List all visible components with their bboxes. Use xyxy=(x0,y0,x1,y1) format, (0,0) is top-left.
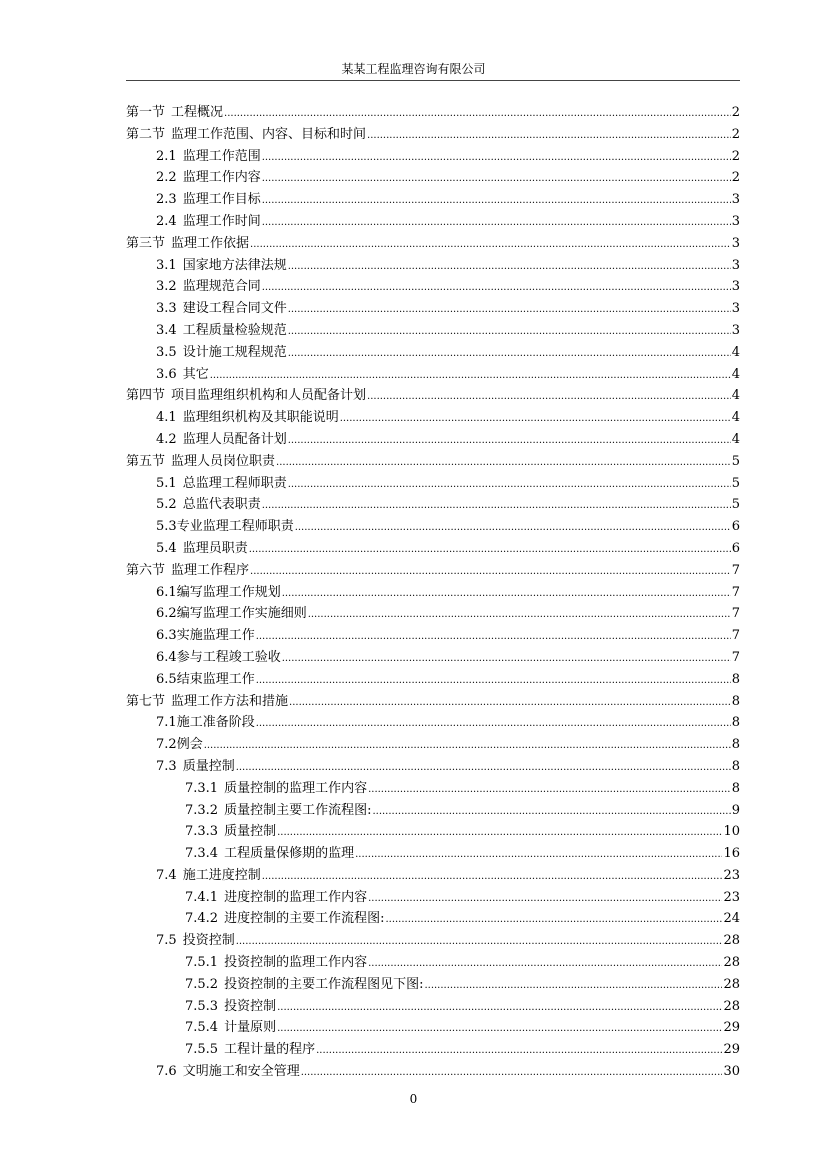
toc-leader-dots xyxy=(262,211,731,234)
toc-entry-number: 7.2 xyxy=(156,737,177,753)
toc-entry-number: 7.5.3 xyxy=(185,998,219,1014)
toc-entry-page: 4 xyxy=(731,388,740,404)
toc-leader-dots xyxy=(277,996,722,1019)
toc-leader-dots xyxy=(288,255,731,278)
toc-leader-dots xyxy=(367,385,731,408)
toc-entry-title: 文明施工和安全管理 xyxy=(182,1064,300,1080)
toc-entry[interactable] xyxy=(126,211,740,233)
toc-entry-title: 工程质量检验规范 xyxy=(182,322,287,338)
toc-entry-page: 7 xyxy=(731,628,740,644)
toc-entry-title: 监理人员岗位职责 xyxy=(171,453,276,469)
toc-entry-page: 23 xyxy=(723,889,740,905)
toc-entry-page: 28 xyxy=(723,933,740,949)
toc-entry-page: 6 xyxy=(731,519,740,535)
toc-entry[interactable] xyxy=(126,647,740,669)
toc-entry[interactable] xyxy=(126,952,740,974)
toc-leader-dots xyxy=(262,865,723,888)
toc-leader-dots xyxy=(288,429,731,452)
toc-entry-title: 编写监理工作规划 xyxy=(176,584,281,600)
toc-leader-dots xyxy=(277,1017,722,1040)
toc-entry-number: 7.5.5 xyxy=(185,1042,219,1058)
toc-leader-dots xyxy=(224,102,731,125)
toc-entry-title: 监理工作范围 xyxy=(182,148,261,164)
toc-entry-title: 编写监理工作实施细则 xyxy=(176,606,307,622)
toc-entry-title: 投资控制 xyxy=(182,933,235,949)
toc-entry-title: 建设工程合同文件 xyxy=(182,301,287,317)
table-of-contents xyxy=(126,102,740,1083)
toc-leader-dots xyxy=(262,189,731,212)
toc-entry-title: 设计施工规程规范 xyxy=(182,344,287,360)
toc-entry-number: 7.5 xyxy=(156,933,177,949)
toc-entry[interactable] xyxy=(126,538,740,560)
toc-entry[interactable] xyxy=(126,1061,740,1083)
toc-leader-dots xyxy=(385,908,722,931)
toc-entry-title: 国家地方法律法规 xyxy=(182,257,287,273)
toc-leader-dots xyxy=(262,276,731,299)
toc-leader-dots xyxy=(236,930,723,953)
toc-leader-dots xyxy=(249,538,731,561)
toc-entry-page: 2 xyxy=(731,126,740,142)
toc-entry-number: 6.1 xyxy=(156,584,177,600)
toc-entry[interactable] xyxy=(126,1017,740,1039)
toc-entry-title: 监理工作依据 xyxy=(171,235,250,251)
toc-entry-number: 第六节 xyxy=(126,562,166,578)
toc-entry-page: 28 xyxy=(723,998,740,1014)
toc-leader-dots xyxy=(301,1061,723,1084)
header-divider xyxy=(126,80,740,81)
toc-entry[interactable] xyxy=(126,560,740,582)
toc-entry-title: 总监代表职责 xyxy=(182,497,261,513)
toc-entry-number: 5.4 xyxy=(156,540,177,556)
toc-entry[interactable] xyxy=(126,669,740,691)
toc-leader-dots xyxy=(256,625,731,648)
toc-entry[interactable] xyxy=(126,603,740,625)
toc-entry[interactable] xyxy=(126,625,740,647)
toc-entry-title: 监理工作目标 xyxy=(182,192,261,208)
toc-entry[interactable] xyxy=(126,407,740,429)
toc-entry[interactable] xyxy=(126,865,740,887)
toc-entry-page: 3 xyxy=(731,322,740,338)
toc-entry-title: 工程概况 xyxy=(171,105,224,120)
toc-entry-number: 第五节 xyxy=(126,453,166,469)
toc-entry[interactable] xyxy=(126,429,740,451)
toc-entry-page: 7 xyxy=(731,584,740,600)
toc-entry[interactable] xyxy=(126,124,740,146)
toc-entry-page: 30 xyxy=(723,1064,740,1080)
toc-entry-title: 专业监理工程师职责 xyxy=(176,519,294,535)
toc-entry-title: 其它 xyxy=(182,366,209,382)
toc-entry-title: 实施监理工作 xyxy=(176,628,255,644)
toc-entry-number: 7.1 xyxy=(156,715,177,731)
toc-entry-title: 结束监理工作 xyxy=(176,671,255,687)
toc-entry[interactable] xyxy=(126,276,740,298)
toc-entry[interactable] xyxy=(126,102,740,124)
toc-entry-number: 2.3 xyxy=(156,192,177,208)
toc-leader-dots xyxy=(288,342,731,365)
toc-entry-number: 第四节 xyxy=(126,388,166,404)
toc-entry[interactable] xyxy=(126,800,740,822)
toc-entry-title: 计量原则 xyxy=(224,1020,277,1036)
toc-leader-dots xyxy=(236,756,731,779)
toc-entry-title: 进度控制的监理工作内容 xyxy=(224,889,368,905)
toc-entry[interactable] xyxy=(126,342,740,364)
toc-entry-number: 第一节 xyxy=(126,105,166,120)
toc-entry-page: 24 xyxy=(723,911,740,927)
toc-entry[interactable] xyxy=(126,364,740,386)
toc-entry-title: 工程质量保修期的监理 xyxy=(224,846,355,862)
toc-entry-title: 监理人员配备计划 xyxy=(182,431,287,447)
toc-entry-number: 7.3.3 xyxy=(185,824,219,840)
toc-entry-page: 8 xyxy=(731,715,740,731)
toc-entry-number: 7.3.4 xyxy=(185,846,219,862)
toc-entry-page: 29 xyxy=(723,1020,740,1036)
toc-leader-dots xyxy=(295,516,731,539)
toc-entry-number: 7.5.2 xyxy=(185,976,219,992)
toc-entry-page: 3 xyxy=(731,257,740,273)
toc-leader-dots xyxy=(288,473,731,496)
toc-entry[interactable] xyxy=(126,974,740,996)
toc-leader-dots xyxy=(368,778,731,801)
toc-leader-dots xyxy=(210,364,731,387)
toc-entry-number: 3.6 xyxy=(156,366,177,382)
toc-entry[interactable] xyxy=(126,255,740,277)
toc-entry-title: 监理工作程序 xyxy=(171,562,250,578)
toc-entry[interactable] xyxy=(126,691,740,713)
toc-entry-page: 7 xyxy=(731,562,740,578)
toc-entry-page: 3 xyxy=(731,192,740,208)
toc-entry-title: 参与工程竣工验收 xyxy=(176,649,281,665)
toc-entry[interactable] xyxy=(126,582,740,604)
toc-entry-title: 质量控制主要工作流程图: xyxy=(224,802,372,818)
toc-entry-page: 3 xyxy=(731,301,740,317)
toc-leader-dots xyxy=(289,691,731,714)
toc-entry-number: 7.3 xyxy=(156,758,177,774)
toc-entry-page: 2 xyxy=(731,105,740,120)
toc-entry-number: 7.4.1 xyxy=(185,889,219,905)
toc-entry-page: 4 xyxy=(731,366,740,382)
toc-entry-title: 监理规范合同 xyxy=(182,279,261,295)
toc-entry-title: 监理工作内容 xyxy=(182,170,261,186)
toc-leader-dots xyxy=(368,887,722,910)
toc-leader-dots xyxy=(282,582,731,605)
toc-leader-dots xyxy=(276,451,731,474)
toc-entry-number: 7.6 xyxy=(156,1064,177,1080)
toc-leader-dots xyxy=(288,298,731,321)
toc-entry[interactable] xyxy=(126,996,740,1018)
toc-entry-title: 工程计量的程序 xyxy=(224,1042,316,1058)
toc-entry-page: 4 xyxy=(731,410,740,426)
toc-entry-number: 5.3 xyxy=(156,519,177,535)
toc-leader-dots xyxy=(277,821,722,844)
toc-entry-title: 总监理工程师职责 xyxy=(182,475,287,491)
toc-entry[interactable] xyxy=(126,1039,740,1061)
toc-leader-dots xyxy=(355,843,722,866)
toc-entry-page: 5 xyxy=(731,497,740,513)
toc-entry[interactable] xyxy=(126,930,740,952)
toc-entry-number: 7.4 xyxy=(156,867,177,883)
toc-leader-dots xyxy=(424,974,722,997)
toc-leader-dots xyxy=(340,407,731,430)
toc-entry-number: 7.5.4 xyxy=(185,1020,219,1036)
toc-entry-page: 23 xyxy=(723,867,740,883)
toc-entry-number: 5.1 xyxy=(156,475,177,491)
toc-entry-title: 监理组织机构及其职能说明 xyxy=(182,410,339,426)
toc-entry-title: 质量控制 xyxy=(224,824,277,840)
toc-entry-number: 2.4 xyxy=(156,213,177,229)
toc-entry-number: 3.3 xyxy=(156,301,177,317)
toc-leader-dots xyxy=(367,124,731,147)
toc-entry-number: 2.2 xyxy=(156,170,177,186)
toc-leader-dots xyxy=(262,146,731,169)
toc-entry-number: 第七节 xyxy=(126,693,166,709)
toc-entry-number: 4.1 xyxy=(156,410,177,426)
toc-entry-page: 7 xyxy=(731,606,740,622)
toc-entry-title: 监理员职责 xyxy=(182,540,248,556)
toc-entry-number: 7.3.1 xyxy=(185,780,219,796)
toc-entry-page: 8 xyxy=(731,758,740,774)
toc-leader-dots xyxy=(256,669,731,692)
toc-entry-page: 16 xyxy=(723,846,740,862)
toc-entry-page: 8 xyxy=(731,693,740,709)
toc-leader-dots xyxy=(288,320,731,343)
toc-leader-dots xyxy=(256,712,731,735)
toc-entry-page: 4 xyxy=(731,344,740,360)
toc-entry-title: 投资控制 xyxy=(224,998,277,1014)
toc-entry-number: 7.4.2 xyxy=(185,911,219,927)
toc-entry-page: 5 xyxy=(731,453,740,469)
toc-entry-page: 2 xyxy=(731,170,740,186)
toc-leader-dots xyxy=(204,734,731,757)
toc-entry-title: 进度控制的主要工作流程图: xyxy=(224,911,385,927)
toc-entry-page: 2 xyxy=(731,148,740,164)
toc-entry[interactable] xyxy=(126,778,740,800)
toc-entry-number: 3.1 xyxy=(156,257,177,273)
toc-entry-page: 10 xyxy=(723,824,740,840)
toc-entry-title: 监理工作范围、内容、目标和时间 xyxy=(171,126,367,142)
toc-leader-dots xyxy=(308,603,731,626)
toc-entry-number: 2.1 xyxy=(156,148,177,164)
toc-entry-number: 7.3.2 xyxy=(185,802,219,818)
toc-entry[interactable] xyxy=(126,451,740,473)
toc-entry[interactable] xyxy=(126,712,740,734)
toc-entry[interactable] xyxy=(126,167,740,189)
toc-entry-page: 8 xyxy=(731,671,740,687)
toc-entry[interactable] xyxy=(126,756,740,778)
toc-leader-dots xyxy=(372,800,730,823)
toc-entry-page: 5 xyxy=(731,475,740,491)
toc-leader-dots xyxy=(316,1039,722,1062)
toc-entry-page: 3 xyxy=(731,235,740,251)
toc-leader-dots xyxy=(250,560,731,583)
toc-entry[interactable] xyxy=(126,494,740,516)
toc-entry[interactable] xyxy=(126,887,740,909)
toc-entry[interactable] xyxy=(126,146,740,168)
toc-entry[interactable] xyxy=(126,298,740,320)
toc-leader-dots xyxy=(262,167,731,190)
toc-entry-number: 6.5 xyxy=(156,671,177,687)
toc-entry-number: 3.2 xyxy=(156,279,177,295)
toc-entry-title: 监理工作方法和措施 xyxy=(171,693,289,709)
toc-entry[interactable] xyxy=(126,843,740,865)
toc-entry-number: 第三节 xyxy=(126,235,166,251)
toc-entry-page: 9 xyxy=(731,802,740,818)
toc-entry-number: 4.2 xyxy=(156,431,177,447)
toc-entry[interactable] xyxy=(126,320,740,342)
toc-entry[interactable] xyxy=(126,821,740,843)
toc-entry[interactable] xyxy=(126,908,740,930)
toc-entry-title: 施工准备阶段 xyxy=(176,715,255,731)
toc-entry-page: 28 xyxy=(723,976,740,992)
toc-leader-dots xyxy=(282,647,731,670)
toc-entry-page: 4 xyxy=(731,431,740,447)
toc-entry[interactable] xyxy=(126,233,740,255)
toc-entry-number: 5.2 xyxy=(156,497,177,513)
toc-entry-number: 第二节 xyxy=(126,126,166,142)
toc-entry-number: 3.5 xyxy=(156,344,177,360)
toc-entry-page: 8 xyxy=(731,737,740,753)
toc-entry-title: 投资控制的监理工作内容 xyxy=(224,955,368,971)
toc-entry[interactable] xyxy=(126,473,740,495)
toc-entry-title: 例会 xyxy=(176,737,203,753)
toc-entry-title: 监理工作时间 xyxy=(182,213,261,229)
toc-leader-dots xyxy=(262,494,731,517)
toc-entry-number: 7.5.1 xyxy=(185,955,219,971)
toc-entry-page: 3 xyxy=(731,213,740,229)
page-number: 0 xyxy=(409,1092,418,1106)
toc-entry[interactable] xyxy=(126,189,740,211)
toc-entry[interactable] xyxy=(126,516,740,538)
toc-entry[interactable] xyxy=(126,734,740,756)
toc-entry-number: 6.4 xyxy=(156,649,177,665)
toc-entry-number: 3.4 xyxy=(156,322,177,338)
toc-leader-dots xyxy=(368,952,722,975)
toc-entry-number: 6.2 xyxy=(156,606,177,622)
toc-entry-title: 投资控制的主要工作流程图见下图: xyxy=(224,976,424,992)
toc-entry-page: 28 xyxy=(723,955,740,971)
toc-entry-title: 项目监理组织机构和人员配备计划 xyxy=(171,388,367,404)
toc-entry-page: 3 xyxy=(731,279,740,295)
toc-entry-page: 29 xyxy=(723,1042,740,1058)
toc-entry[interactable] xyxy=(126,385,740,407)
toc-entry-page: 7 xyxy=(731,649,740,665)
toc-entry-page: 8 xyxy=(731,780,740,796)
toc-entry-title: 施工进度控制 xyxy=(182,867,261,883)
toc-entry-title: 质量控制的监理工作内容 xyxy=(224,780,368,796)
page-header: 某某工程监理咨询有限公司 xyxy=(341,62,486,76)
toc-entry-title: 质量控制 xyxy=(182,758,235,774)
toc-leader-dots xyxy=(250,233,731,256)
toc-entry-number: 6.3 xyxy=(156,628,177,644)
toc-entry-page: 6 xyxy=(731,540,740,556)
